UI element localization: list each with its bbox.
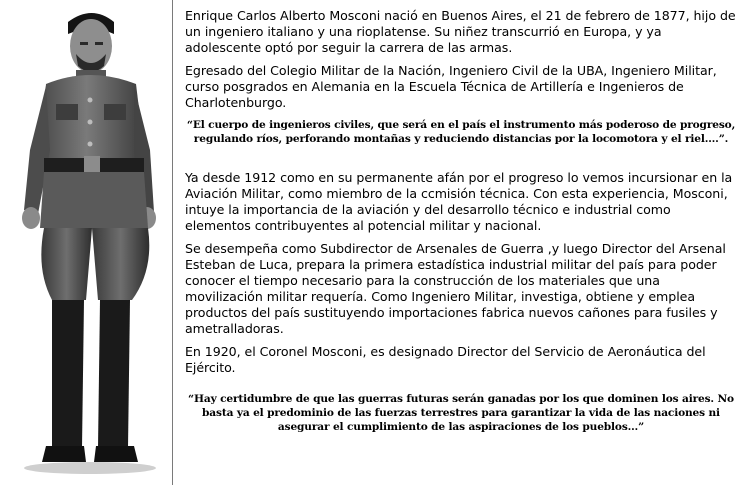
quote-air-power: “Hay certidumbre de que las guerras futuras serán ganadas por los que dominen los aires. No basta ya el predominio de las fuerzas terrestres para garantizar la vida de las naciones ni asegurar el cumplimiento de las aspiraciones de los pueblos…” bbox=[188, 393, 734, 433]
biography-text bbox=[185, 8, 737, 434]
portrait-photo-icon bbox=[0, 0, 172, 485]
biography-paragraph-2: Egresado del Colegio Militar de la Nación, Ingeniero Civil de la UBA, Ingeniero Militar, curso posgrados en Alemania en la Escuela Técnica de Artillería e Ingenieros de Charlotenburgo. bbox=[185, 63, 717, 110]
quote-engineers: “El cuerpo de ingenieros civiles, que será en el país el instrumento más poderoso de progreso, regulando ríos, perforando montañas y reduciendo distancias por la locomotora y el riel….”. bbox=[186, 119, 736, 145]
biography-paragraph-4: Se desempeña como Subdirector de Arsenales de Guerra ,y luego Director del Arsenal Esteban de Luca, prepara la primera estadística industrial militar del país para poder conocer el tiempo necesario para la construcción de los materiales que una movilización militar requería. Como Ingeniero Militar, investiga, obtiene y emplea productos del país sustituyendo importaciones fabrica nuevos cañones para fusiles y ametralladoras. bbox=[185, 241, 726, 336]
biography-paragraph-1: Enrique Carlos Alberto Mosconi nació en Buenos Aires, el 21 de febrero de 1877, hijo de un ingeniero italiano y una rioplatense. Su niñez transcurrió en Europa, y ya adolescente optó por seguir la carrera de las armas. bbox=[185, 8, 736, 55]
biography-paragraph-5: En 1920, el Coronel Mosconi, es designado Director del Servicio de Aeronáutica del Ejército. bbox=[185, 344, 706, 375]
column-divider bbox=[172, 0, 173, 485]
biography-paragraph-3: Ya desde 1912 como en su permanente afán por el progreso lo vemos incursionar en la Aviación Militar, como miembro de la ccmisión técnica. Con esta experiencia, Mosconi, intuye la importancia de la aviación y del desarrollo técnico e industrial como elementos contribuyentes al potencial militar y nacional. bbox=[185, 170, 733, 233]
portrait-photo bbox=[0, 0, 172, 485]
